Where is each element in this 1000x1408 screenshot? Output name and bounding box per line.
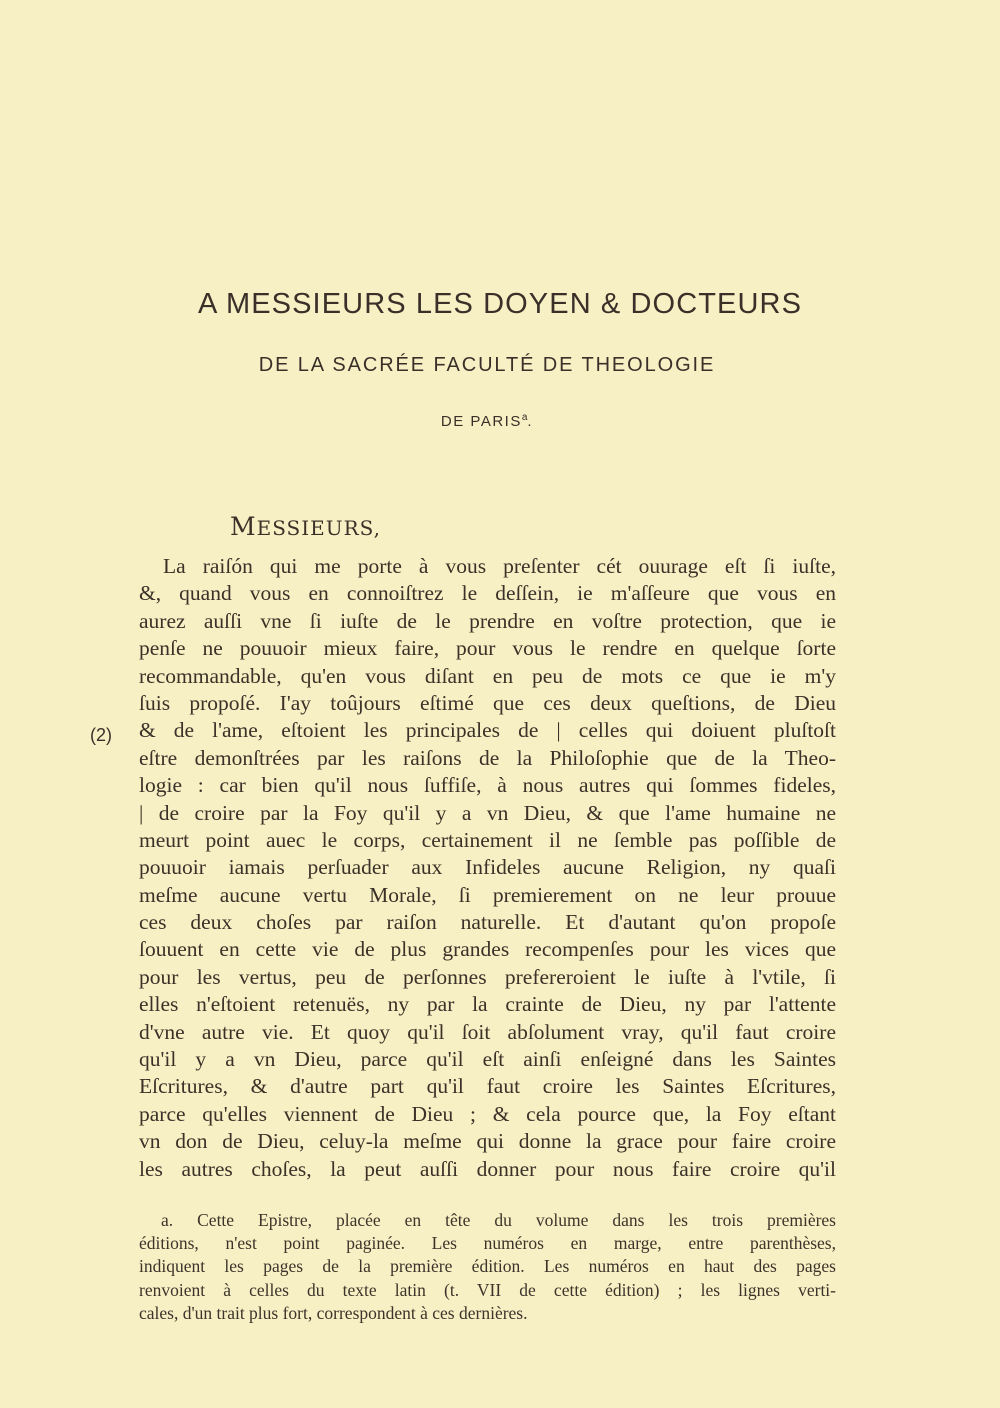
- salutation-initial: M: [230, 512, 257, 541]
- body-line: recommandable, qu'en vous diſant en peu de mots ce que ie m'y: [139, 663, 836, 688]
- body-line: meurt point auec le corps, certainement il ne ſemble pas poſſible de: [139, 827, 836, 852]
- footnote-line: cales, d'un trait plus fort, correspondent à ces dernières.: [139, 1302, 528, 1323]
- body-line: qu'il y a vn Dieu, parce qu'il eſt ainſi enſeigné dans les Saintes: [139, 1047, 836, 1072]
- body-line: elles n'eſtoient retenuës, ny par la crainte de Dieu, ny par l'attente: [139, 992, 836, 1017]
- body-line: eſtre demonſtrées par les raiſons de la Philoſophie que de la Theo-: [139, 745, 836, 770]
- footnote-line: indiquent les pages de la première édition. Les numéros en haut des pages: [139, 1256, 836, 1277]
- footnote-marker: a: [521, 412, 528, 423]
- body-line: La raiſón qui me porte à vous preſenter cét ouurage eſt ſi iuſte,: [163, 554, 836, 578]
- body-line: ſuis propoſé. I'ay toûjours eſtimé que ces deux queſtions, de Dieu: [139, 690, 836, 715]
- dedication-heading-line-2: DE LA SACRÉE FACULTÉ DE THEOLOGIE: [258, 354, 716, 376]
- heading-line-3-text: DE PARIS: [440, 413, 522, 430]
- footnote-line: a. Cette Epistre, placée en tête du volume dans les trois premières: [161, 1210, 836, 1230]
- body-line: les autres choſes, la peut auſſi donner pour nous faire croire qu'il: [139, 1156, 836, 1181]
- body-line: logie : car bien qu'il nous ſuffiſe, à nous autres qui ſommes fideles,: [139, 773, 836, 798]
- margin-page-number: (2): [90, 725, 112, 745]
- body-line: pouuoir iamais perſuader aux Infideles aucune Religion, ny quaſi: [139, 855, 836, 880]
- body-line: penſe ne pouuoir mieux faire, pour vous le rendre en quelque ſorte: [139, 636, 836, 661]
- body-line: vn don de Dieu, celuy-la meſme qui donne la grace pour faire croire: [139, 1129, 836, 1154]
- body-line: aurez auſſi vne ſi iuſte de le prendre en voſtre protection, que ie: [139, 608, 836, 633]
- footnote-line: éditions, n'est point paginée. Les numéros en marge, entre parenthèses,: [139, 1233, 836, 1254]
- dedication-heading-line-3: [0, 412, 987, 430]
- body-line: meſme aucune vertu Morale, ſi premierement on ne leur prouue: [139, 882, 836, 907]
- body-text: [139, 553, 836, 1183]
- body-line: d'vne autre vie. Et quoy qu'il ſoit abſolument vray, qu'il faut croire: [139, 1019, 836, 1044]
- salutation-rest: ESSIEURS,: [256, 516, 382, 540]
- body-line: ſouuent en cette vie de plus grandes recompenſes pour les vices que: [139, 937, 836, 962]
- body-line: Eſcritures, & d'autre part qu'il faut croire les Saintes Eſcritures,: [139, 1074, 836, 1099]
- body-line: pour les vertus, peu de perſonnes prefereroient le iuſte à l'vtile, ſi: [139, 964, 836, 989]
- salutation: [230, 512, 381, 541]
- dedication-heading-line-1: A MESSIEURS LES DOYEN & DOCTEURS: [197, 288, 803, 320]
- body-line: ces deux choſes par raiſon naturelle. Et d'autant qu'on propoſe: [139, 910, 836, 935]
- body-line: & de l'ame, eſtoient les principales de | celles qui doiuent pluſtoſt: [139, 718, 836, 743]
- body-line: | de croire par la Foy qu'il y a vn Dieu, & que l'ame humaine ne: [139, 800, 836, 825]
- footnote-line: renvoient à celles du texte latin (t. VII de cette édition) ; les lignes verti-: [139, 1279, 836, 1300]
- footnote: [139, 1209, 836, 1325]
- body-line: parce qu'elles viennent de Dieu ; & cela pource que, la Foy eſtant: [139, 1101, 836, 1126]
- heading-line-3-end: .: [527, 413, 534, 430]
- body-line: &, quand vous en connoiſtrez le deſſein, ie m'aſſeure que vous en: [139, 581, 836, 606]
